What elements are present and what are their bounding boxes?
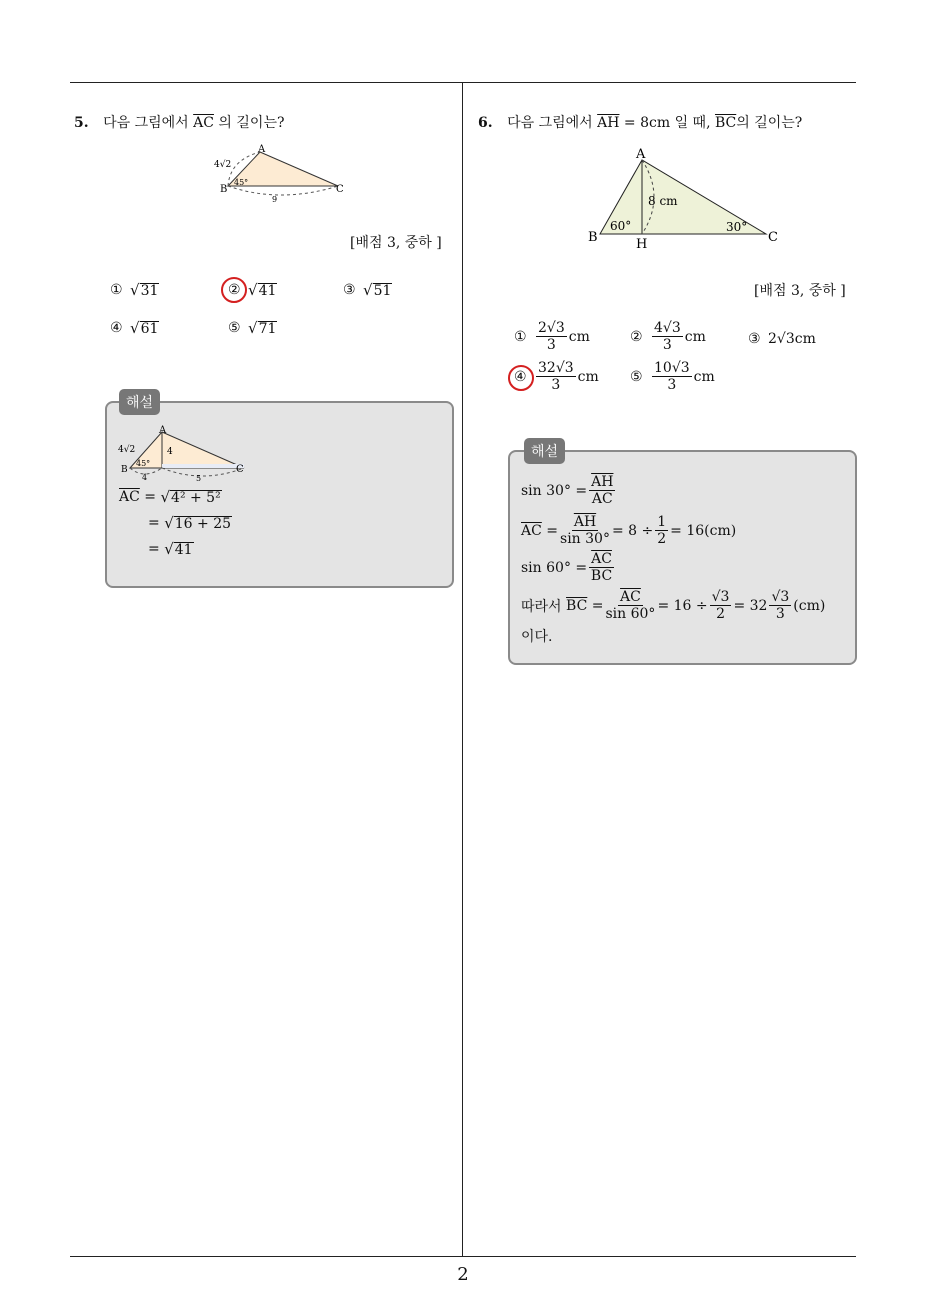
q5-option-2-mark: ② xyxy=(228,282,241,298)
q6-sol-l4-fnum: √3 xyxy=(711,589,730,605)
q6-figure xyxy=(580,142,790,252)
q6-option-5-unit: cm xyxy=(693,368,715,385)
q6-header xyxy=(478,112,802,132)
q6-sol-l4-num: $\overline{AC}$ xyxy=(620,589,641,605)
q6-option-3-text: 2√3cm xyxy=(768,331,816,347)
q5-side-ab: 4√2 xyxy=(214,160,232,170)
q5-option-4-sqrt: √ 61 xyxy=(130,318,159,337)
q6-sol-l4-mid: = 16 ÷ xyxy=(657,597,708,614)
q6-sol-l4-fden: 2 xyxy=(716,606,725,622)
q6-sol-l4-den: sin 60° xyxy=(605,606,656,622)
q6-sol-line-3 xyxy=(521,551,616,584)
q6-label-b: B xyxy=(588,230,598,245)
q6-text-mid: = 8cm 일 때, xyxy=(623,115,711,131)
q6-solution-tab: 해설 xyxy=(524,438,565,464)
q6-sol-line-5: 이다. xyxy=(521,629,553,645)
q5-option-5-mark: ⑤ xyxy=(228,320,241,336)
q6-sol-line-2: $\overline{AC}$ = $\frac{\overline{AH}}{\sin 30^\circ}$ = 8 ÷ $\frac{1}{2}$ = 16(cm) xyxy=(521,514,737,547)
q6-sol-l4-rnum: √3 xyxy=(771,589,790,605)
q6-sol-l2-half xyxy=(655,514,668,547)
q6-sol-l3-den: BC xyxy=(590,568,613,584)
q6-sol-l4-frac xyxy=(605,589,655,622)
q5-sol-label-a: A xyxy=(159,425,167,436)
q5-sol-side-ab: 4√2 xyxy=(118,445,136,455)
q5-option-1-sqrt: √ 31 xyxy=(130,280,159,299)
q5-segment: $\overline{AC}$ xyxy=(193,115,214,131)
q6-option-3-mark: ③ xyxy=(748,331,761,347)
q6-option-2-frac xyxy=(652,320,683,353)
q5-sol-lhs: $\overline{AC}$ xyxy=(119,489,140,505)
q5-option-2-value: 41 xyxy=(258,282,277,299)
q6-option-5-num: 10√3 xyxy=(654,360,690,376)
q6-sol-l2-frac xyxy=(560,514,610,547)
q6-height-label: 8 cm xyxy=(648,194,678,208)
q6-option-4-unit: cm xyxy=(577,368,599,385)
column-divider xyxy=(462,82,463,1256)
q5-label-b: B xyxy=(220,184,228,195)
q5-option-4[interactable] xyxy=(110,320,159,336)
q6-sol-l2-fnum: 1 xyxy=(657,514,667,530)
q5-option-3-mark: ③ xyxy=(343,282,356,298)
q6-option-4-frac xyxy=(536,360,576,393)
q5-sol-sqrt-2: √ 16 + 25 xyxy=(164,513,232,532)
q5-sol-line-3: = √ 41 xyxy=(148,539,193,558)
q6-option-5-frac xyxy=(652,360,692,393)
q6-sol-l1-num: $\overline{AH}$ xyxy=(591,474,614,490)
bottom-rule xyxy=(70,1256,856,1257)
q6-sol-l1-frac xyxy=(589,474,615,507)
q5-arc-bc xyxy=(228,186,338,195)
q5-option-1-mark: ① xyxy=(110,282,123,298)
q6-label-c: C xyxy=(768,230,778,245)
q6-number: 6. xyxy=(478,115,493,131)
q5-sol-expr-3: 41 xyxy=(174,541,193,558)
q6-label-h: H xyxy=(636,237,648,252)
q5-option-3-value: 51 xyxy=(373,282,392,299)
q6-sol-l1-den: AC xyxy=(591,491,613,507)
q5-option-3-sqrt: √ 51 xyxy=(363,280,392,299)
q5-option-1[interactable] xyxy=(110,282,159,298)
q5-label-c: C xyxy=(336,184,344,195)
q5-sol-expr-1: 4² + 5² xyxy=(171,489,221,506)
q6-label-a: A xyxy=(636,147,646,162)
q6-sol-l4-result-frac xyxy=(769,589,791,622)
q6-answer-circle xyxy=(508,365,534,391)
q6-option-1-unit: cm xyxy=(568,328,590,345)
q6-sol-l4-pre: 따라서 xyxy=(521,598,562,615)
q5-text-pre: 다음 그림에서 xyxy=(103,115,189,131)
q6-option-4-den: 3 xyxy=(551,377,561,393)
q6-sol-l4-seg: $\overline{BC}$ xyxy=(566,597,588,614)
q5-figure xyxy=(210,142,350,204)
q6-option-2-den: 3 xyxy=(662,337,672,353)
q6-option-1-num: 2√3 xyxy=(538,320,565,336)
q5-number: 5. xyxy=(74,115,89,131)
q6-sol-l3-frac xyxy=(589,551,614,584)
q6-option-5[interactable] xyxy=(630,360,715,393)
q5-score: [배점 3, 중하 ] xyxy=(350,235,442,251)
q6-sol-l3-num: $\overline{AC}$ xyxy=(591,551,612,567)
q6-sol-l2-mid: = 8 ÷ xyxy=(611,522,654,539)
q5-sol-base-shade xyxy=(162,464,244,468)
q6-sol-l4-eq: = 32 xyxy=(733,597,768,614)
q6-sol-l2-lhs: $\overline{AC}$ xyxy=(521,522,542,539)
q5-label-a: A xyxy=(258,144,266,155)
q6-sol-l4-sqrt3-frac xyxy=(710,589,732,622)
q5-sol-seg-bh: 4 xyxy=(142,473,148,482)
q5-option-5[interactable] xyxy=(228,320,277,336)
q6-option-5-den: 3 xyxy=(667,377,677,393)
q5-sol-angle-b: 45° xyxy=(136,459,151,468)
q5-sol-sqrt-3: √ 41 xyxy=(164,539,193,558)
q6-sol-l3-lhs: sin 60° = xyxy=(521,559,588,576)
q6-sol-l2-den: sin 30° xyxy=(560,531,610,547)
q5-option-2-sqrt: √ 41 xyxy=(248,280,277,299)
q5-sol-label-b: B xyxy=(121,465,128,475)
q5-text-post: 의 길이는? xyxy=(218,115,285,131)
q6-sol-l4-rden: 3 xyxy=(775,606,785,622)
q5-sol-height-label: 4 xyxy=(167,447,173,457)
q6-sol-line-4: 따라서 $\overline{BC}$ = $\frac{\overline{AC}}{\sin 60^\circ}$ = 16 ÷ $\frac{√3}{2}$ = 32 $\frac{√3}{3}$ (cm) xyxy=(521,589,826,622)
q6-option-3[interactable] xyxy=(748,331,816,347)
page-number: 2 xyxy=(457,1264,469,1285)
q5-option-4-value: 61 xyxy=(140,320,159,337)
q6-sol-l1-lhs: sin 30° = xyxy=(521,482,588,499)
q6-sol-line-1 xyxy=(521,474,617,507)
q6-angle-b: 60° xyxy=(610,219,632,233)
q6-option-1-mark: ① xyxy=(514,328,527,345)
q6-option-2-num: 4√3 xyxy=(654,320,681,336)
q5-header xyxy=(74,112,284,132)
q5-option-5-value: 71 xyxy=(258,320,277,337)
q5-solution-tab: 해설 xyxy=(119,389,160,415)
top-rule xyxy=(70,82,856,83)
q5-sol-arc-hc xyxy=(162,468,244,476)
q6-option-1[interactable] xyxy=(514,320,590,353)
q5-option-1-value: 31 xyxy=(140,282,159,299)
q6-option-5-mark: ⑤ xyxy=(630,368,643,385)
q5-sol-line-2: = √ 16 + 25 xyxy=(148,513,232,532)
q6-option-2-unit: cm xyxy=(684,328,706,345)
q5-option-5-sqrt: √ 71 xyxy=(248,318,277,337)
q5-sol-expr-2: 16 + 25 xyxy=(174,515,232,532)
q6-option-4-mark: ④ xyxy=(514,368,527,385)
q6-segment-1: $\overline{AH}$ xyxy=(597,115,620,131)
q5-option-3[interactable] xyxy=(343,282,392,298)
q6-option-2-mark: ② xyxy=(630,328,643,345)
q5-sol-label-c: C xyxy=(236,464,244,475)
q5-sol-sqrt-1: √ 4² + 5² xyxy=(160,487,221,506)
q6-sol-l2-fden: 2 xyxy=(657,531,667,547)
q6-option-1-frac xyxy=(536,320,567,353)
q6-option-2[interactable] xyxy=(630,320,706,353)
q5-angle-b: 45° xyxy=(234,178,249,187)
q5-option-4-mark: ④ xyxy=(110,320,123,336)
q6-angle-c: 30° xyxy=(726,220,748,234)
q5-side-bc: 9 xyxy=(272,195,278,204)
q6-option-1-den: 3 xyxy=(546,337,556,353)
q6-score: [배점 3, 중하 ] xyxy=(754,283,846,299)
q5-solution-figure xyxy=(114,424,254,484)
q6-text-post: 의 길이는? xyxy=(736,115,803,131)
q6-sol-l4-end: (cm) xyxy=(793,597,826,614)
q6-sol-l2-num: $\overline{AH}$ xyxy=(573,514,597,530)
q6-sol-l2-end: = 16(cm) xyxy=(670,522,737,539)
q5-answer-circle xyxy=(221,277,247,303)
q6-option-4-num: 32√3 xyxy=(538,360,574,376)
q5-sol-line-1: $\overline{AC}$ = √ 4² + 5² xyxy=(119,487,221,506)
q6-text-pre: 다음 그림에서 xyxy=(507,115,593,131)
q6-segment-2: $\overline{BC}$ xyxy=(714,115,737,131)
q5-sol-seg-hc: 5 xyxy=(196,474,202,483)
